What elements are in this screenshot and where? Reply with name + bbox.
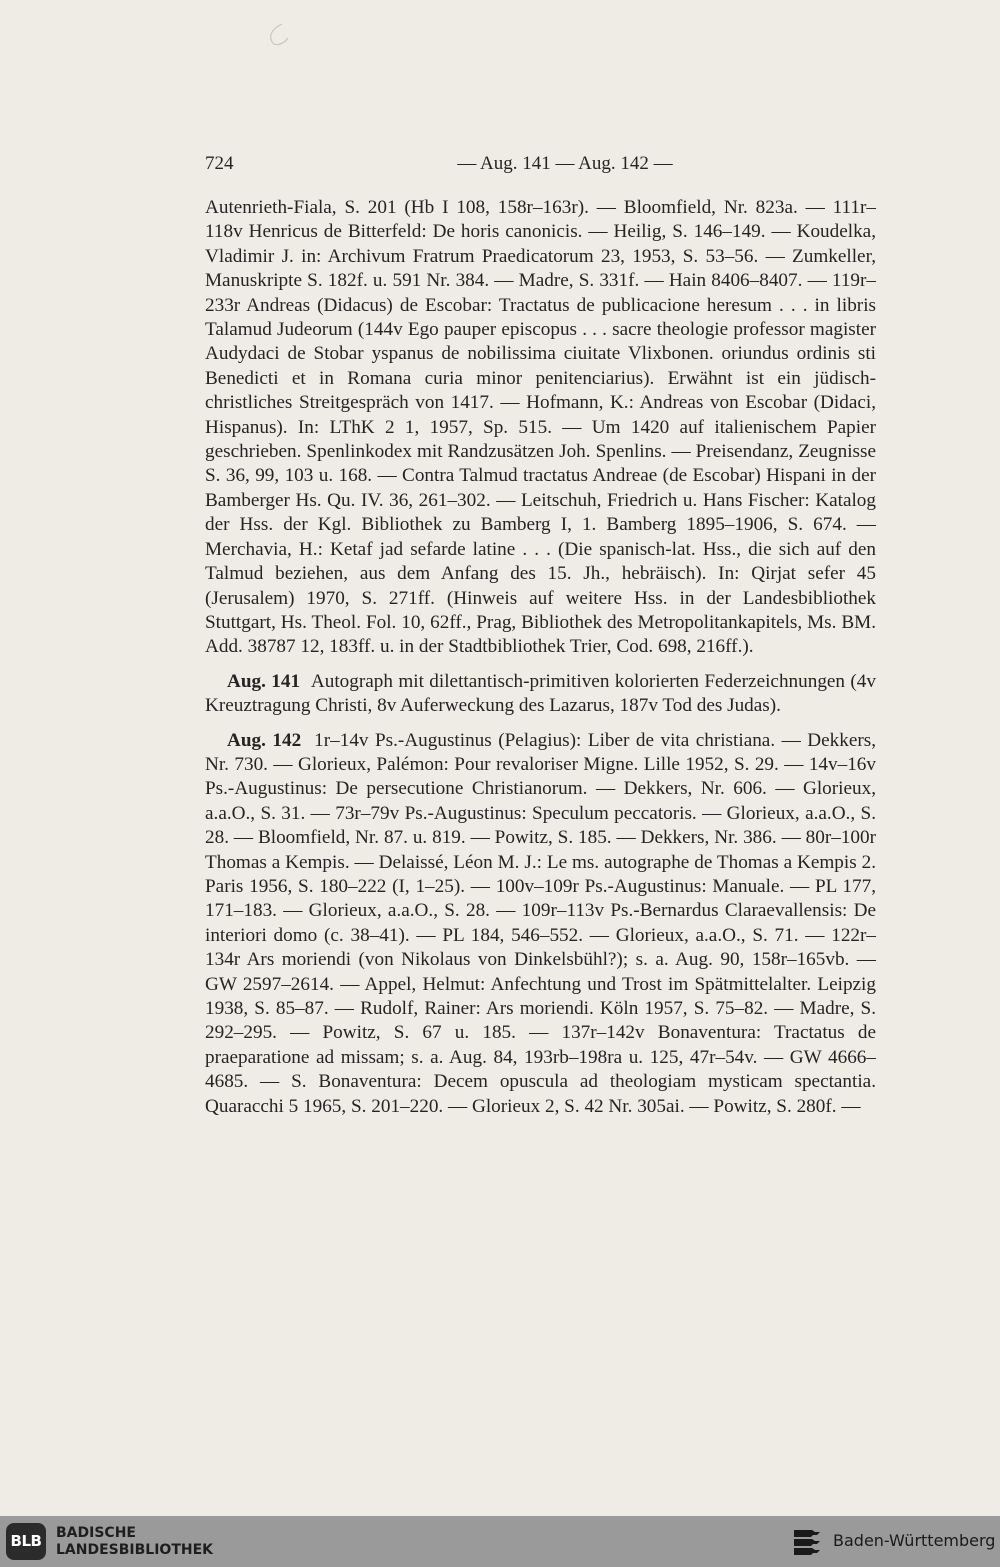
entry-aug-141 [205,670,876,719]
blb-name-line1: BADISCHE [56,1525,136,1541]
blb-name[interactable] [56,1525,213,1559]
entry-description: Autograph mit dilettantisch-primitiven kolorierten Federzeichnungen (4v Kreuztragung Christi, 8v Auferweckung des Lazarus, 187v Tod des Judas). [205,670,876,717]
entry-signature: Aug. 141 [227,670,301,692]
blb-logo[interactable]: BLB [6,1523,46,1560]
catalog-text [205,196,876,1119]
page-number: 724 [205,153,234,174]
page-header [205,153,875,179]
blb-name-line2: LANDESBIBLIOTHEK [56,1542,214,1558]
coat-of-arms-lions-icon [790,1526,824,1558]
entry-signature: Aug. 142 [227,729,302,751]
viewer-footer [0,1516,1000,1567]
continuation-paragraph: Autenrieth-Fiala, S. 201 (Hb I 108, 158r–163r). — Bloomfield, Nr. 823a. — 111r–118v Henricus de Bitterfeld: De horis canonicis. — Heilig, S. 146–149. — Koudelka, Vladimir J. in: Archivum Fratrum Praedicatorum 23, 1953, S. 53–56. — Zumkeller, Manuskripte S. 182f. u. 591 Nr. 384. — Madre, S. 331f. — Hain 8406–8407. — 119r–233r Andreas (Didacus) de Escobar: Tractatus de publicacione heresum . . . in libris Talamud Judeorum (144v Ego pauper episcopus . . . sacre theologie professor magister Audydaci de Stobar yspanus de nobilissima ciuitate Vlixbonen. oriundus ordinis sti Benedicti et in Romana curia minor penitenciarius). Erwähnt ist ein jüdisch-christliches Streitgespräch von 1417. — Hofmann, K.: Andreas von Escobar (Didaci, Hispanus). In: LThK 2 1, 1957, Sp. 515. — Um 1420 auf italienischem Papier geschrieben. Spenlinkodex mit Randzusätzen Joh. Spenlins. — Preisendanz, Zeugnisse S. 36, 99, 103 u. 168. — Contra Talmud tractatus Andreae (de Escobar) Hispani in der Bamberger Hs. Qu. IV. 36, 261–302. — Leitschuh, Friedrich u. Hans Fischer: Katalog der Hss. der Kgl. Bibliothek zu Bamberg I, 1. Bamberg 1895–1906, S. 674. — Merchavia, H.: Ketaf jad sefarde latine . . . (Die spanisch-lat. Hss., die sich auf den Talmud beziehen, aus dem Anfang des 15. Jh., hebräisch). In: Qirjat sefer 45 (Jerusalem) 1970, S. 271ff. (Hinweis auf weitere Hss. in der Landesbibliothek Stuttgart, Hs. Theol. Fol. 10, 62ff., Prag, Bibliothek des Metropolitankapitels, Ms. BM. Add. 38787 12, 183ff. u. in der Stadtbibliothek Trier, Cod. 698, 216ff.). [205,197,876,658]
entry-aug-142 [205,729,876,1120]
running-title: — Aug. 141 — Aug. 142 — [457,153,673,174]
pencil-mark-icon [262,22,296,52]
bw-name[interactable]: Baden-Württemberg [833,1531,996,1550]
entry-description: 1r–14v Ps.-Augustinus (Pelagius): Liber de vita christiana. — Dekkers, Nr. 730. — Glorieux, Palémon: Pour revaloriser Migne. Lille 1952, S. 29. — 14v–16v Ps.-Augustinus: De persecutione Christianorum. — Dekkers, Nr. 606. — Glorieux, a.a.O., S. 31. — 73r–79v Ps.-Augustinus: Speculum peccatoris. — Glorieux, a.a.O., S. 28. — Bloomfield, Nr. 87. u. 819. — Powitz, S. 185. — Dekkers, Nr. 386. — 80r–100r Thomas a Kempis. — Delaissé, Léon M. J.: Le ms. autographe de Thomas a Kempis 2. Paris 1956, S. 180–222 (I, 1–25). — 100v–109r Ps.-Augustinus: Manuale. — PL 177, 171–183. — Glorieux, a.a.O., S. 28. — 109r–113v Ps.-Bernardus Claraevallensis: De interiori domo (c. 38–41). — PL 184, 546–552. — Glorieux, a.a.O., S. 71. — 122r–134r Ars moriendi (von Nikolaus von Dinkelsbühl?); s. a. Aug. 90, 158r–165vb. — GW 2597–2614. — Appel, Helmut: Anfechtung und Trost im Spätmittelalter. Leipzig 1938, S. 85–87. — Rudolf, Rainer: Ars moriendi. Köln 1957, S. 75–82. — Madre, S. 292–295. — Powitz, S. 67 u. 185. — 137r–142v Bonaventura: Tractatus de praeparatione ad missam; s. a. Aug. 84, 193rb–198ra u. 125, 47r–54v. — GW 4666–4685. — S. Bonaventura: Decem opuscula ad theologiam mysticam spectantia. Quaracchi 5 1965, S. 201–220. — Glorieux 2, S. 42 Nr. 305ai. — Powitz, S. 280f. — [205,729,876,1117]
